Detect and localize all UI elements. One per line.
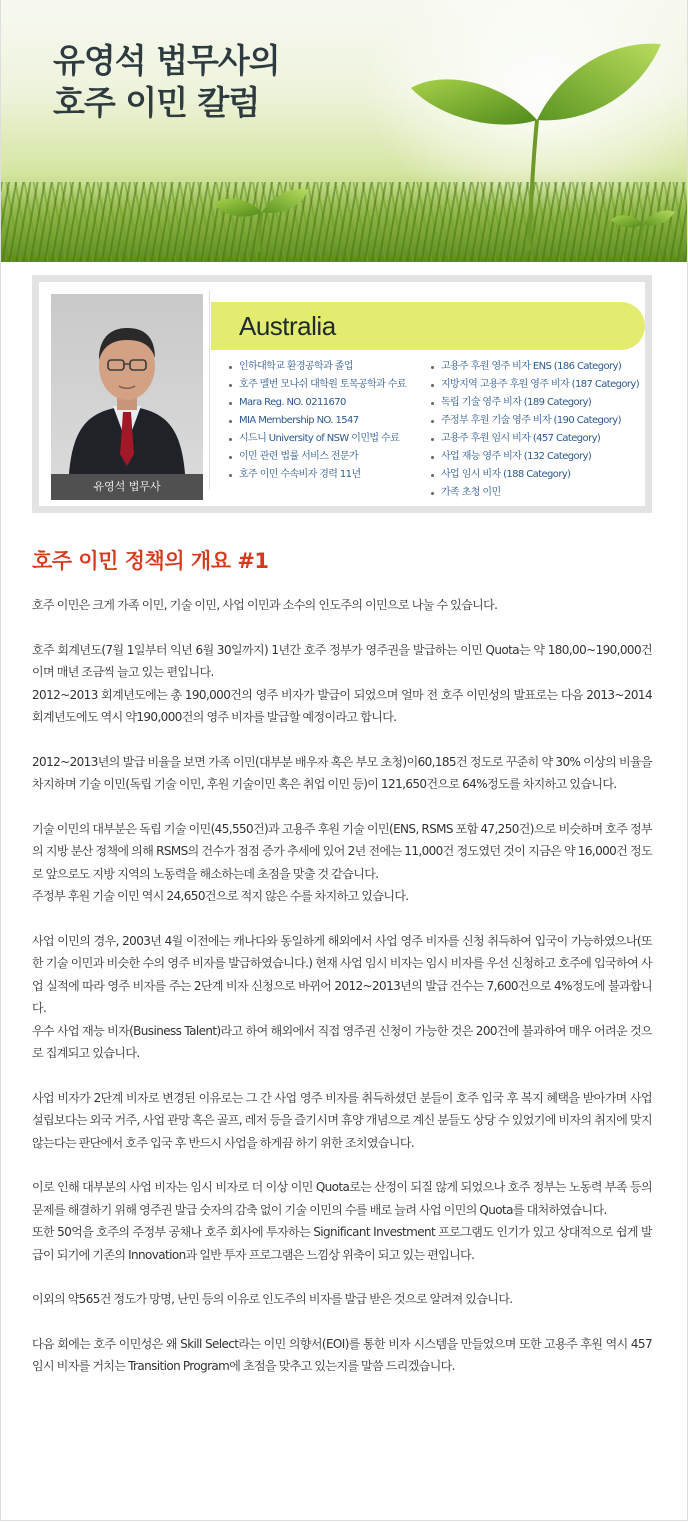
- person-portrait-icon: [51, 294, 203, 474]
- list-item: 주정부 후원 기술 영주 비자 (190 Category): [429, 412, 639, 430]
- article-paragraph: 기술 이민의 대부분은 독립 기술 이민(45,550건)과 고용주 후원 기술 이민(ENS, RSMS 포함 47,250건)으로 비슷하며 호주 정부의 지방 분산 정책에 의해 RSMS의 건수가 점점 증가 추세에 있어 2년 전에는 11,000건 정도였던 것이 지금은 약 16,000건 정도로 앞으로도 지방 지역의 노동력을 해소하는데 초점을 맞출 것 같습니다. 주정부 후원 기술 이민 역시 24,650건으로 적지 않은 수를 차지하고 있습니다.: [32, 821, 652, 903]
- article-paragraph: 다음 회에는 호주 이민성은 왜 Skill Select라는 이민 의향서(EOI)를 통한 비자 시스템을 만들었으며 또한 고용주 후원 역시 457 임시 비자를 거치는 Transition Program에 초점을 맞추고 있는지를 말씀 드리겠습니다.: [32, 1336, 652, 1373]
- country-tag-label: Australia: [239, 311, 336, 341]
- list-item: 이민 관련 법률 서비스 전문가: [227, 448, 406, 466]
- profile-card: [39, 282, 645, 506]
- country-tag: [211, 302, 645, 350]
- article-paragraph: 이로 인해 대부분의 사업 비자는 임시 비자로 더 이상 이민 Quota로는 산정이 되질 않게 되었으나 호주 정부는 노동력 부족 등의 문제를 해결하기 위해 영주권 발급 숫자의 감축 없이 기술 이민의 수를 배로 늘려 사업 이민의 Quota를 대처하였습니다. 또한 50억을 호주의 주정부 공채나 호주 회사에 투자하는 Significant Investment 프로그램도 인기가 있고 상대적으로 쉽게 발급이 되기에 기존의 Innovation과 일반 투자 프로그램은 느낌상 위축이 되고 있는 편입니다.: [32, 1180, 652, 1262]
- header-banner: [1, 0, 687, 262]
- banner-title-line2: 호주 이민 칼럼: [53, 83, 260, 122]
- banner-title-line1: 유영석 법무사의: [53, 41, 280, 80]
- article-title: 호주 이민 정책의 개요 #1: [32, 549, 269, 573]
- list-item: 인하대학교 환경공학과 졸업: [227, 358, 406, 376]
- article-paragraph: 사업 이민의 경우, 2003년 4월 이전에는 캐나다와 동일하게 해외에서 사업 영주 비자를 신청 취득하여 입국이 가능하였으나(또한 기술 이민과 비슷한 수의 영주 비자를 발급하였습니다.) 현재 사업 임시 비자는 임시 비자를 우선 신청하고 호주에 입국하여 사업 실적에 따라 영주 비자를 주는 2단계 비자 신청으로 바뀌어 2012~2013년의 발급 건수는 7,600건으로 4%정도에 불과합니다. 우수 사업 재능 비자(Business Talent)라고 하여 해외에서 직접 영주권 신청이 가능한 것은 200건에 불과하여 매우 어려운 것으로 집계되고 있습니다.: [32, 933, 652, 1060]
- profile-box: [32, 275, 652, 513]
- credentials-list-right: [429, 358, 639, 502]
- article-paragraph: 2012~2013년의 발급 비율을 보면 가족 이민(대부분 배우자 혹은 부모 초청)이60,185건 정도로 꾸준히 약 30% 이상의 비율을 차지하며 기술 이민(독립 기술 이민, 후원 기술이민 혹은 취업 이민 등)이 121,650건으로 64%정도를 차지하고 있습니다.: [32, 754, 652, 791]
- list-item: 고용주 후원 임시 비자 (457 Category): [429, 430, 639, 448]
- list-item: 사업 재능 영주 비자 (132 Category): [429, 448, 639, 466]
- list-item: 고용주 후원 영주 비자 ENS (186 Category): [429, 358, 639, 376]
- list-item: 사업 임시 비자 (188 Category): [429, 466, 639, 484]
- banner-title: [53, 40, 280, 124]
- author-photo: [51, 294, 203, 500]
- article-paragraph: 이외의 약565건 정도가 망명, 난민 등의 이유로 인도주의 비자를 발급 받은 것으로 알려져 있습니다.: [32, 1292, 513, 1306]
- article-paragraph: 호주 이민은 크게 가족 이민, 기술 이민, 사업 이민과 소수의 인도주의 이민으로 나눌 수 있습니다.: [32, 598, 498, 612]
- article-paragraph: 호주 회계년도(7월 1일부터 익년 6월 30일까지) 1년간 호주 정부가 영주권을 발급하는 이민 Quota는 약 180,00~190,000건이며 매년 조금씩 늘고 있는 편입니다. 2012~2013 회계년도에는 총 190,000건의 영주 비자가 발급이 되었으며 얼마 전 호주 이민성의 발표로는 다음 2013~2014 회계년도에도 역시 약190,000건의 영주 비자를 발급할 예정이라고 합니다.: [32, 642, 652, 724]
- list-item: MIA Membership NO. 1547: [227, 412, 406, 430]
- list-item: 호주 멜번 모나쉬 대학원 토목공학과 수료: [227, 376, 406, 394]
- list-item: 호주 이민 수속비자 경력 11년: [227, 466, 406, 484]
- article-body: [32, 594, 652, 1400]
- credentials-list-left: [227, 358, 406, 484]
- list-item: 독립 기술 영주 비자 (189 Category): [429, 394, 639, 412]
- list-item: 가족 초청 이민: [429, 484, 639, 502]
- list-item: 시드니 University of NSW 이민법 수료: [227, 430, 406, 448]
- article-paragraph: 사업 비자가 2단계 비자로 변경된 이유로는 그 간 사업 영주 비자를 취득하셨던 분들이 호주 입국 후 복지 혜택을 받아가며 사업 설립보다는 외국 거주, 사업 관망 혹은 골프, 레저 등을 즐기시며 휴양 개념으로 계신 분들도 상당 수 있었기에 비자의 취지에 맞지 않는다는 판단에서 호주 입국 후 반드시 사업을 하게끔 하기 위한 조치였습니다.: [32, 1090, 652, 1150]
- divider: [209, 290, 210, 490]
- list-item: Mara Reg. NO. 0211670: [227, 394, 406, 412]
- list-item: 지방지역 고용주 후원 영주 비자 (187 Category): [429, 376, 639, 394]
- photo-caption: 유영석 법무사: [51, 474, 203, 500]
